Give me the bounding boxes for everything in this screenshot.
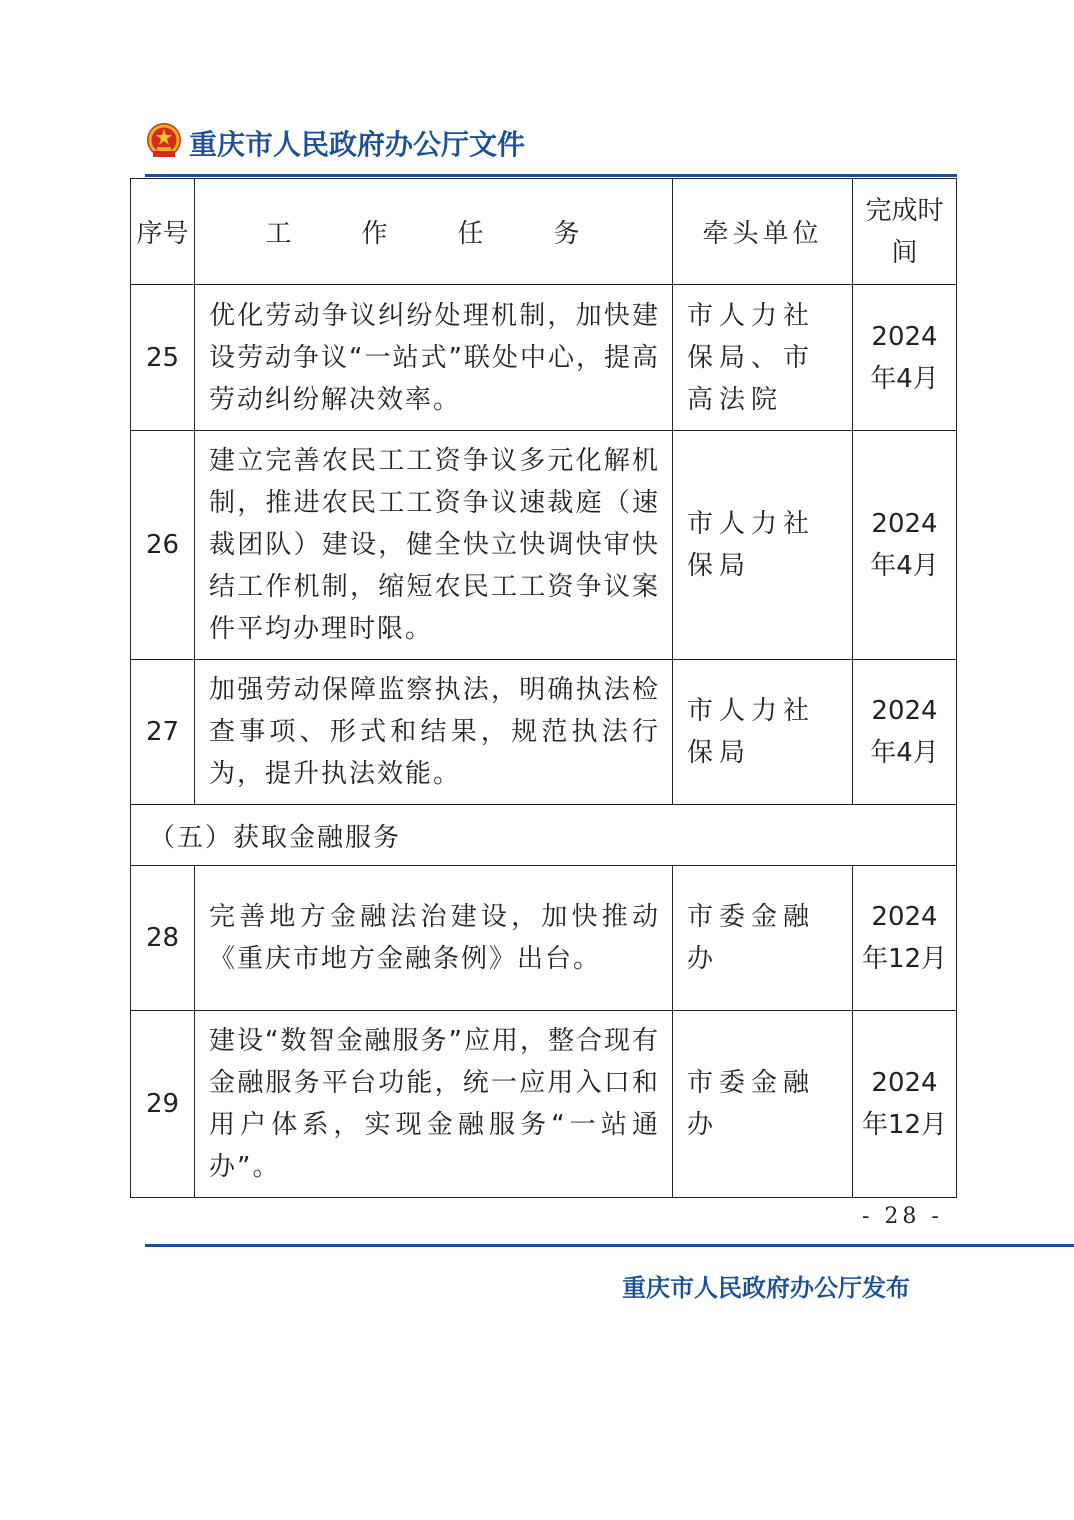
row-lead-unit: 市委金融办 <box>673 866 853 1011</box>
column-header-no: 序号 <box>131 179 195 285</box>
row-deadline: 2024年4月 <box>853 431 957 660</box>
row-task: 建立完善农民工工资争议多元化解机制，推进农民工工资争议速裁庭（速裁团队）建设，健全快立快调快审快结工作机制，缩短农民工工资争议案件平均办理时限。 <box>195 431 673 660</box>
table-row <box>131 660 957 805</box>
row-lead-unit: 市委金融办 <box>673 1011 853 1198</box>
row-number: 25 <box>131 285 195 431</box>
page-number: - 28 - <box>862 1204 943 1229</box>
table-row <box>131 431 957 660</box>
footer-divider <box>145 1244 1074 1247</box>
column-header-time: 完成时间 <box>853 179 957 285</box>
column-header-task: 工 作 任 务 <box>195 179 673 285</box>
header-divider <box>145 174 957 177</box>
row-lead-unit: 市人力社保局、市高法院 <box>673 285 853 431</box>
document-header <box>145 120 525 166</box>
footer-publisher: 重庆市人民政府办公厅发布 <box>622 1273 910 1302</box>
table-row <box>131 285 957 431</box>
section-heading: （五）获取金融服务 <box>131 805 957 866</box>
row-deadline: 2024年4月 <box>853 660 957 805</box>
row-task: 完善地方金融法治建设，加快推动《重庆市地方金融条例》出台。 <box>195 866 673 1011</box>
row-task: 优化劳动争议纠纷处理机制，加快建设劳动争议“一站式”联处中心，提高劳动纠纷解决效率。 <box>195 285 673 431</box>
table-row <box>131 1011 957 1198</box>
row-number: 28 <box>131 866 195 1011</box>
row-task: 建设“数智金融服务”应用，整合现有金融服务平台功能，统一应用入口和用户体系，实现金融服务“一站通办”。 <box>195 1011 673 1198</box>
task-table <box>130 178 957 1198</box>
row-task: 加强劳动保障监察执法，明确执法检查事项、形式和结果，规范执法行为，提升执法效能。 <box>195 660 673 805</box>
national-emblem-icon <box>145 121 189 165</box>
row-number: 29 <box>131 1011 195 1198</box>
row-lead-unit: 市人力社保局 <box>673 431 853 660</box>
header-title: 重庆市人民政府办公厅文件 <box>189 128 526 161</box>
table-row <box>131 866 957 1011</box>
row-deadline: 2024年12月 <box>853 866 957 1011</box>
column-header-lead: 牵头单位 <box>673 179 853 285</box>
row-deadline: 2024年12月 <box>853 1011 957 1198</box>
row-number: 26 <box>131 431 195 660</box>
row-number: 27 <box>131 660 195 805</box>
row-deadline: 2024年4月 <box>853 285 957 431</box>
row-lead-unit: 市人力社保局 <box>673 660 853 805</box>
table-header-row <box>131 179 957 285</box>
section-row <box>131 805 957 866</box>
